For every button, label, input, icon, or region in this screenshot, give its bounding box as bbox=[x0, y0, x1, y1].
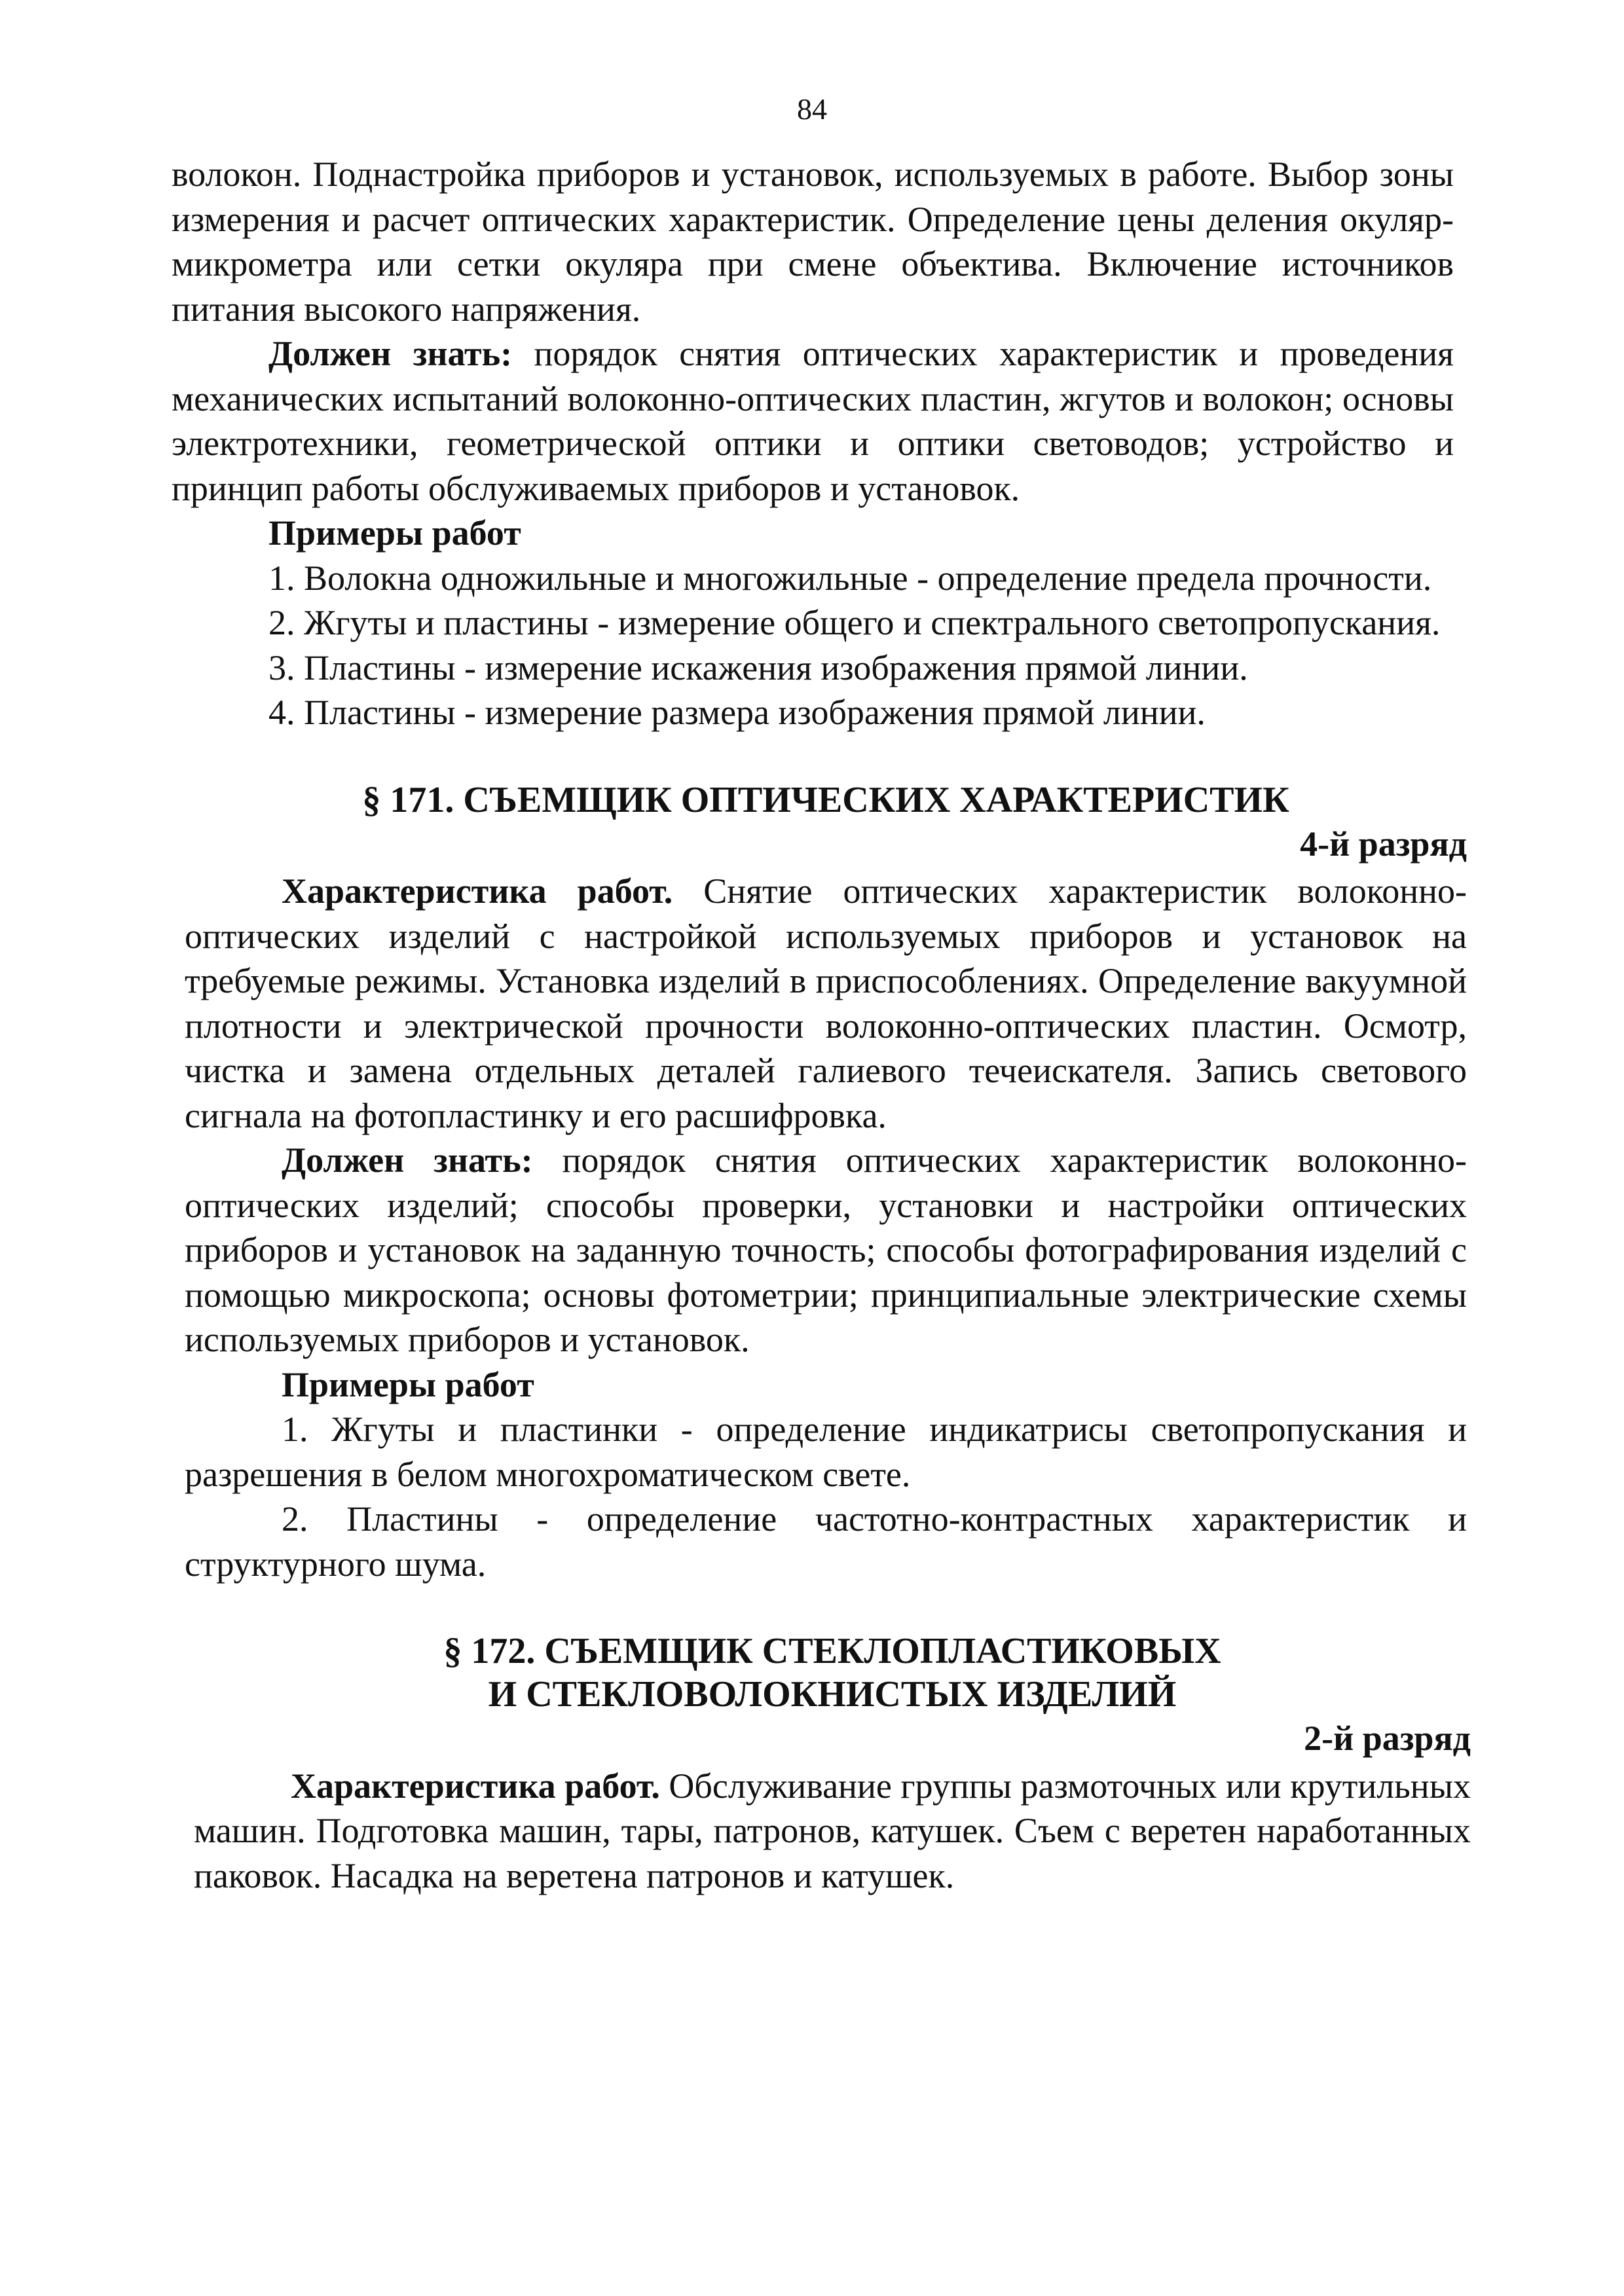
example-item: 1. Волокна одножильные и многожильные - определение предела прочности. bbox=[268, 558, 1432, 598]
page-content bbox=[172, 152, 1471, 1898]
knowledge-label: Должен знать: bbox=[282, 1140, 533, 1180]
characteristic-paragraph bbox=[185, 869, 1467, 1138]
examples-heading: Примеры работ bbox=[268, 513, 521, 553]
section-title bbox=[194, 1630, 1471, 1716]
knowledge-paragraph bbox=[185, 1138, 1467, 1362]
example-item: 2. Пластины - определение частотно-контрастных характеристик и структурного шума. bbox=[185, 1499, 1467, 1584]
rank-label: 2-й разряд bbox=[1304, 1719, 1471, 1758]
characteristic-label: Характеристика работ. bbox=[291, 1766, 660, 1806]
example-item: 1. Жгуты и пластинки - определение индикатрисы светопропускания и разрешения в белом многохроматическом свете. bbox=[185, 1410, 1467, 1494]
examples-heading: Примеры работ bbox=[282, 1364, 534, 1404]
knowledge-label: Должен знать: bbox=[268, 334, 513, 373]
section-title-line-2: И СТЕКЛОВОЛОКНИСТЫХ ИЗДЕЛИЙ bbox=[488, 1674, 1177, 1715]
section-title-line-1: § 172. СЪЕМЩИК СТЕКЛОПЛАСТИКОВЫХ bbox=[443, 1631, 1221, 1671]
section-171 bbox=[185, 778, 1467, 1587]
section-continuation bbox=[172, 152, 1454, 735]
example-item: 4. Пластины - измерение размера изображения прямой линии. bbox=[268, 693, 1206, 732]
example-item: 2. Жгуты и пластины - измерение общего и спектрального светопропускания. bbox=[268, 603, 1441, 642]
section-title: § 171. СЪЕМЩИК ОПТИЧЕСКИХ ХАРАКТЕРИСТИК bbox=[362, 779, 1289, 820]
example-item: 3. Пластины - измерение искажения изображения прямой линии. bbox=[268, 647, 1248, 687]
characteristic-text: Обслуживание группы размоточных или крутильных машин. Подготовка машин, тары, патронов, катушек. Съем с веретен наработанных паковок. Насадка на веретена патронов и катушек. bbox=[194, 1766, 1471, 1895]
intro-paragraph: волокон. Поднастройка приборов и установок, используемых в работе. Выбор зоны измерения и расчет оптических характеристик. Определение цены деления окуляр-микрометра или сетки окуляра при смене объектива. Включение источников питания высокого напряжения. bbox=[172, 155, 1454, 329]
characteristic-label: Характеристика работ. bbox=[282, 871, 673, 911]
characteristic-paragraph bbox=[194, 1764, 1471, 1899]
knowledge-text: порядок снятия оптических характеристик волоконно-оптических изделий; способы проверки, установки и настройки оптических приборов и установок на заданную точность; способы фотографирования изделий с помощью микроскопа; основы фотометрии; принципиальные электрические схемы используемых приборов и установок. bbox=[185, 1140, 1467, 1359]
knowledge-text: порядок снятия оптических характеристик и проведения механических испытаний волоконно-оптических пластин, жгутов и волокон; основы электротехники, геометрической оптики и оптики световодов; устройство и принцип работы обслуживаемых приборов и установок. bbox=[172, 334, 1454, 508]
page-number: 84 bbox=[797, 92, 827, 126]
knowledge-paragraph bbox=[172, 331, 1454, 511]
rank-label: 4-й разряд bbox=[1300, 824, 1467, 864]
section-172 bbox=[194, 1630, 1471, 1898]
characteristic-text: Снятие оптических характеристик волоконно-оптических изделий с настройкой используемых приборов и установок на требуемые режимы. Установка изделий в приспособлениях. Определение вакуумной плотности и электрической прочности волоконно-оптических пластин. Осмотр, чистка и замена отдельных деталей галиевого течеискателя. Запись светового сигнала на фотопластинку и его расшифровка. bbox=[185, 871, 1467, 1135]
